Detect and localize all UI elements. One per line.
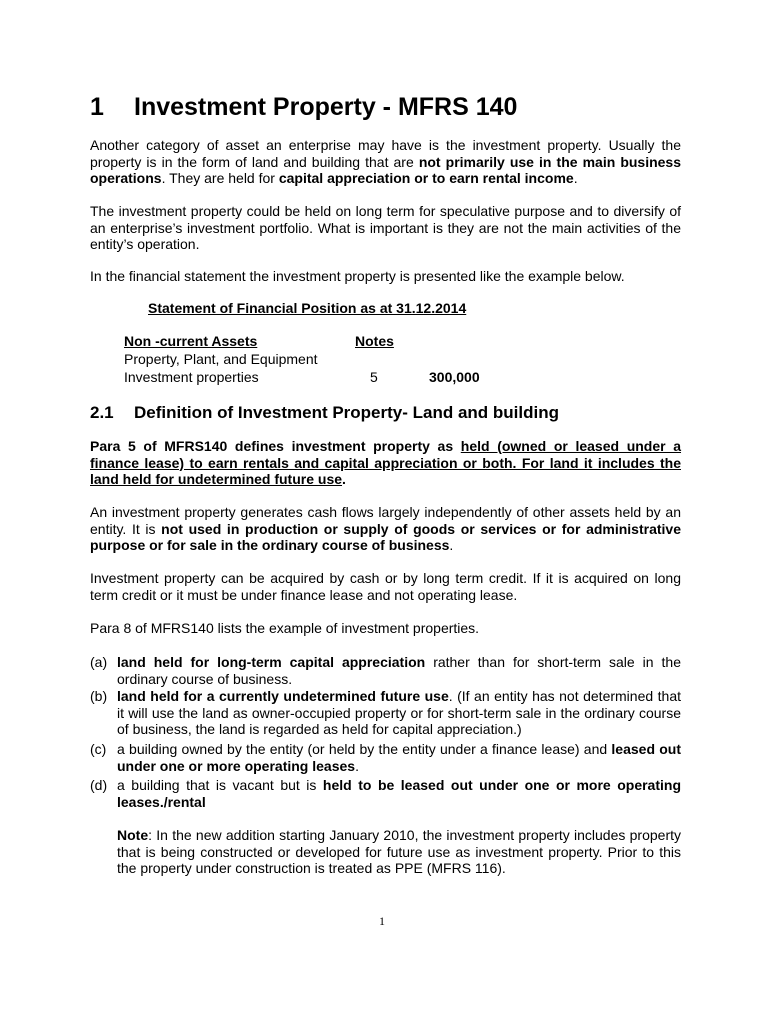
sofp-row-investment-value: 300,000	[429, 369, 480, 385]
subsection-number: 2.1	[90, 403, 114, 422]
speculative-paragraph: The investment property could be held on long term for speculative purpose and to diversify of an enterprise’s investment portfolio. What is important is they are not the main activities of the entity’s operation.	[90, 203, 681, 253]
definition-paragraph: Para 5 of MFRS140 defines investment property as held (owned or leased under a finance lease) to earn rentals and capital appreciation or both. For land it includes the land held for undetermined future use.	[90, 438, 682, 488]
sofp-row-investment-note: 5	[370, 369, 378, 385]
acquisition-paragraph: Investment property can be acquired by cash or by long term credit. If it is acquired on long term credit or it must be under finance lease and not operating lease.	[90, 570, 681, 603]
subsection-title: Definition of Investment Property- Land and building	[134, 403, 559, 422]
sofp-header-assets: Non -current Assets	[124, 333, 258, 349]
page-number: 1	[379, 914, 385, 928]
list-label: (a)	[90, 654, 108, 670]
section-title: Investment Property - MFRS 140	[134, 93, 518, 121]
section-number: 1	[90, 93, 104, 121]
intro-paragraph: Another category of asset an enterprise may have is the investment property. Usually the property is in the form of land and building that are not primarily use in the main business operations. They are held for capital appreciation or to earn rental income.	[90, 137, 682, 187]
page-title	[90, 90, 517, 124]
sofp-row-ppe: Property, Plant, and Equipment	[124, 351, 318, 367]
sofp-header-notes: Notes	[355, 333, 394, 349]
sofp-title: Statement of Financial Position as at 31.12.2014	[148, 300, 467, 316]
list-label: (c)	[90, 741, 107, 757]
document-page: 1 Investment Property - MFRS 140 Another category of asset an enterprise may have is the investment property. Usually the property is in the form of land and building that are not primarily use in the main business operations. They are held for capital appreciation or to earn rental income. The investment property could be held on long term for speculative purpose and to diversify of an enterprise’s investment portfolio. What is important is they are not the main activities of the entity’s operation. In the financial statement the investment property is presented like the example below. Statement of Financial Position as at 31.12.2014 Non -current Assets Notes Property, Plant, and Equipment Investment properties 5 300,000 2.1 Definition of Investment Property- Land and building Para 5 of MFRS140 defines investment property as held (owned or leased under a finance lease) to earn rentals and capital appreciation or both. For land it includes the land held for undetermined future use. An investment property generates cash flows largely independently of other assets held by an entity. It is not used in production or supply of goods or services or for administrative purpose or for sale in the ordinary course of business. Investment property can be acquired by cash or by long term credit. If it is acquired on long term credit or it must be under finance lease and not operating lease. Para 8 of MFRS140 lists the example of investment properties. (a) land held for long-term capital appreciation rather than for short-term sale in the ordinary course of business. (b) land held for a currently undetermined future use. (If an entity has not determined that it will use the land as owner-occupied property or for short-term sale in the ordinary course of business, the land is regarded as held for capital appreciation.) (c) a building owned by the entity (or held by the entity under a finance lease) and leased out under one or more operating leases. (d) a building that is vacant but is held to be leased out under one or more operating leases./rental Note: In the new addition starting January 2010, the investment property includes property that is being constructed or developed for future use as investment property. Prior to this the property under construction is treated as PPE (MFRS 116). 1	[0, 0, 768, 1024]
note-paragraph: Note: In the new addition starting January 2010, the investment property includes property that is being constructed or developed for future use as investment property. Prior to this the property under construction is treated as PPE (MFRS 116).	[117, 827, 681, 877]
presentation-paragraph: In the financial statement the investment property is presented like the example below.	[90, 268, 625, 284]
section-heading-2-1	[90, 402, 559, 424]
list-label: (b)	[90, 688, 108, 704]
sofp-row-investment: Investment properties	[124, 369, 259, 385]
list-label: (d)	[90, 777, 108, 793]
examples-intro-paragraph: Para 8 of MFRS140 lists the example of investment properties.	[90, 620, 480, 636]
cash-flow-paragraph: An investment property generates cash flows largely independently of other assets held by an entity. It is not used in production or supply of goods or services or for administrative purpose or for sale in the ordinary course of business.	[90, 504, 681, 554]
